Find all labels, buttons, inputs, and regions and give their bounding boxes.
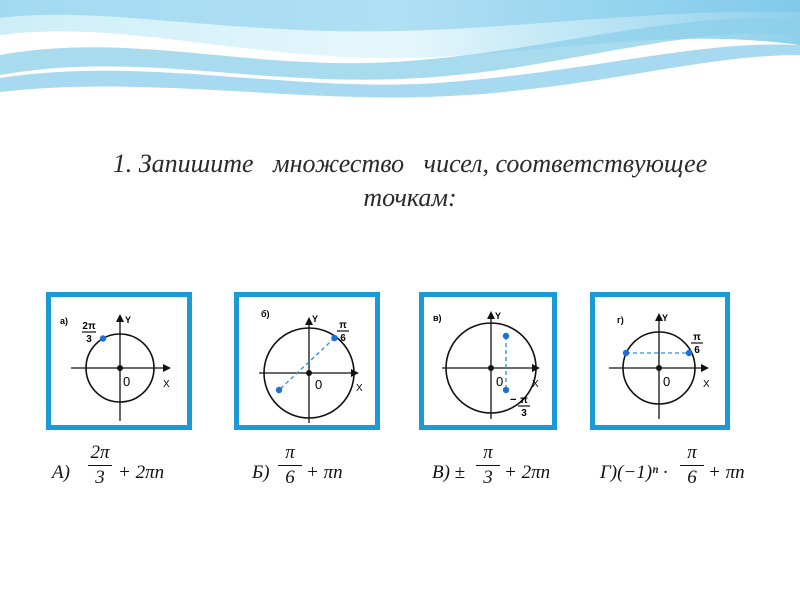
- answer-prefix: A): [52, 462, 70, 483]
- point-label-denominator: 6: [340, 333, 346, 344]
- highlighted-point: [686, 350, 692, 356]
- answer-denominator: 3: [95, 467, 105, 488]
- origin-dot: [306, 370, 312, 376]
- answer-suffix: + 2πn: [504, 462, 551, 483]
- answer-numerator: π: [285, 442, 295, 463]
- unit-circle-diagram: [424, 297, 552, 425]
- y-axis-label: Y: [662, 313, 669, 323]
- point-label-sign: −: [510, 394, 517, 406]
- highlighted-point-lower: [503, 387, 509, 393]
- answer-numerator: π: [483, 442, 493, 463]
- point-label-denominator: 3: [521, 408, 527, 419]
- fraction-bar: [278, 465, 302, 466]
- y-axis-label: Y: [312, 314, 319, 324]
- x-axis-label: X: [532, 379, 539, 390]
- unit-circle-diagram: [595, 297, 725, 425]
- fraction-bar: [88, 465, 112, 466]
- answer-prefix: B) ±: [432, 462, 466, 483]
- origin-label: 0: [663, 374, 671, 389]
- unit-circle-panel-c: [419, 292, 557, 430]
- highlighted-point: [331, 335, 337, 341]
- point-label-denominator: 3: [86, 334, 92, 345]
- panel-label: г): [617, 315, 624, 325]
- highlighted-point-opposite: [276, 387, 282, 393]
- task-title-line2: точкам:: [363, 183, 457, 212]
- highlighted-point-left: [623, 350, 629, 356]
- fraction-bar: [476, 465, 500, 466]
- answer-suffix: + 2πn: [118, 462, 165, 483]
- unit-circle-panel-a: [46, 292, 192, 430]
- answer-numerator: π: [687, 442, 697, 463]
- highlighted-point: [100, 335, 106, 341]
- dashed-diameter: [279, 338, 335, 390]
- y-axis-arrow: [487, 311, 495, 319]
- x-axis-arrow: [163, 364, 171, 372]
- point-label-numerator: π: [520, 395, 528, 406]
- panel-label: в): [433, 313, 442, 323]
- panel-label: б): [261, 309, 270, 319]
- answer-prefix: Б): [252, 462, 270, 483]
- point-label-numerator: π: [339, 320, 347, 331]
- answer-denominator: 6: [285, 467, 295, 488]
- origin-label: 0: [123, 374, 131, 389]
- x-axis-label: X: [356, 383, 363, 394]
- answer-denominator: 3: [483, 467, 493, 488]
- point-label-numerator: π: [693, 332, 701, 343]
- answer-suffix: + πn: [708, 462, 745, 483]
- task-title-line1: 1. Запишите множество чисел, соответствующее: [112, 149, 708, 178]
- y-axis-label: Y: [495, 311, 502, 321]
- answer-fraction: [88, 442, 112, 489]
- point-label-numerator: 2π: [82, 321, 96, 332]
- x-axis-arrow: [701, 364, 709, 372]
- answer-formula-c: [432, 442, 582, 502]
- origin-dot: [117, 365, 123, 371]
- x-axis-label: X: [163, 379, 170, 390]
- origin-dot: [656, 365, 662, 371]
- answer-fraction: [476, 442, 500, 489]
- origin-dot: [488, 365, 494, 371]
- fraction-bar: [680, 465, 704, 466]
- unit-circle-panel-b: [234, 292, 380, 430]
- y-axis-label: Y: [125, 315, 132, 325]
- y-axis-arrow: [116, 314, 124, 322]
- point-label-denominator: 6: [694, 345, 700, 356]
- unit-circle-diagram: [239, 297, 375, 425]
- header-banner: [0, 0, 800, 110]
- answer-denominator: 6: [687, 467, 697, 488]
- answer-fraction: [278, 442, 302, 489]
- answer-formula-a: [52, 442, 202, 502]
- answer-numerator: 2π: [90, 442, 110, 463]
- origin-label: 0: [496, 374, 504, 389]
- x-axis-arrow: [351, 369, 359, 377]
- x-axis-label: X: [703, 379, 710, 390]
- unit-circle-diagram: [51, 297, 187, 425]
- answer-formula-d: [600, 442, 795, 502]
- answer-suffix: + πn: [306, 462, 343, 483]
- origin-label: 0: [315, 377, 323, 392]
- panel-label: а): [60, 316, 69, 326]
- unit-circle-panel-d: [590, 292, 730, 430]
- answer-formula-b: [252, 442, 372, 502]
- answer-prefix: Г)(−1)ⁿ ·: [600, 462, 668, 483]
- answer-fraction: [680, 442, 704, 489]
- highlighted-point: [503, 333, 509, 339]
